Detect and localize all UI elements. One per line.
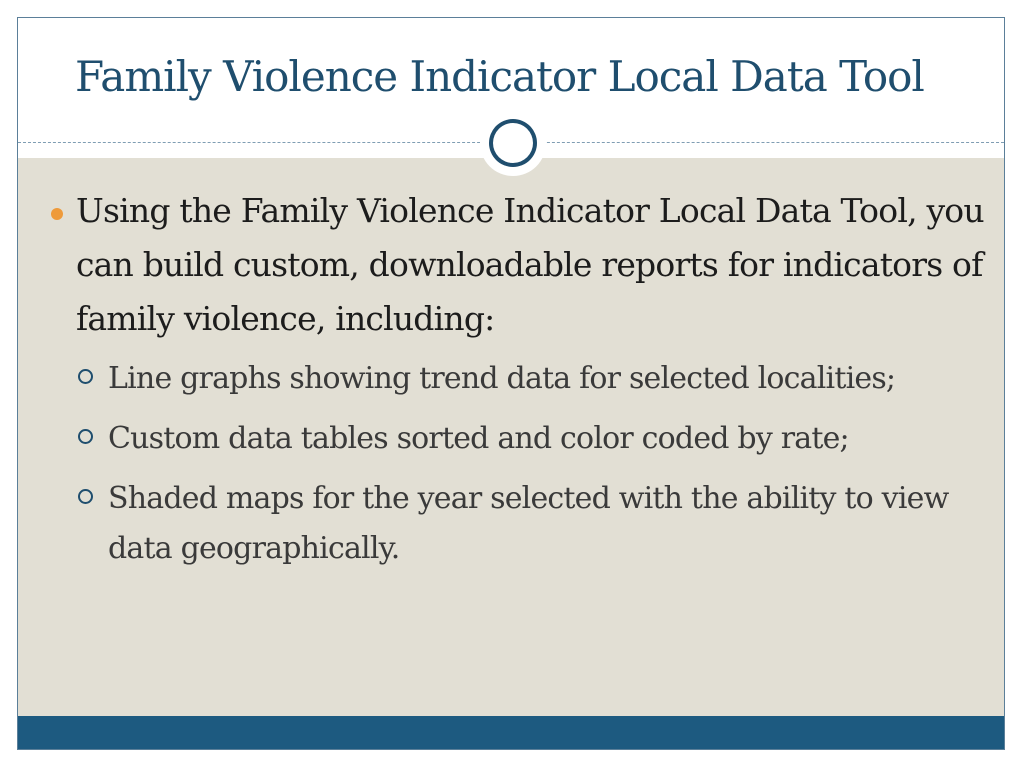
- footer-bar: [18, 716, 1004, 750]
- slide: [17, 17, 1005, 750]
- sub-bullet-item: [48, 354, 988, 404]
- sub-bullet-text: Custom data tables sorted and color coded by rate;: [108, 421, 849, 456]
- sub-bullet-text: Line graphs showing trend data for selected localities;: [108, 361, 896, 396]
- hollow-circle-bullet-icon: [78, 429, 93, 444]
- bullet-item: [48, 184, 988, 346]
- sub-bullet-item: [48, 474, 988, 574]
- sub-bullet-list: [48, 354, 988, 574]
- ornament-inner: [493, 123, 533, 163]
- sub-bullet-text: Shaded maps for the year selected with the ability to view data geographically.: [108, 481, 949, 566]
- hollow-circle-bullet-icon: [78, 489, 93, 504]
- bullet-dot-icon: [51, 208, 63, 220]
- slide-title: Family Violence Indicator Local Data Tool: [75, 52, 924, 101]
- hollow-circle-bullet-icon: [78, 369, 93, 384]
- slide-body: [48, 184, 988, 584]
- sub-bullet-item: [48, 414, 988, 464]
- bullet-text: Using the Family Violence Indicator Local Data Tool, you can build custom, downloadable reports for indicators of family violence, including:: [76, 191, 984, 338]
- ornament-ring: [489, 119, 537, 167]
- circle-ornament-icon: [480, 110, 546, 176]
